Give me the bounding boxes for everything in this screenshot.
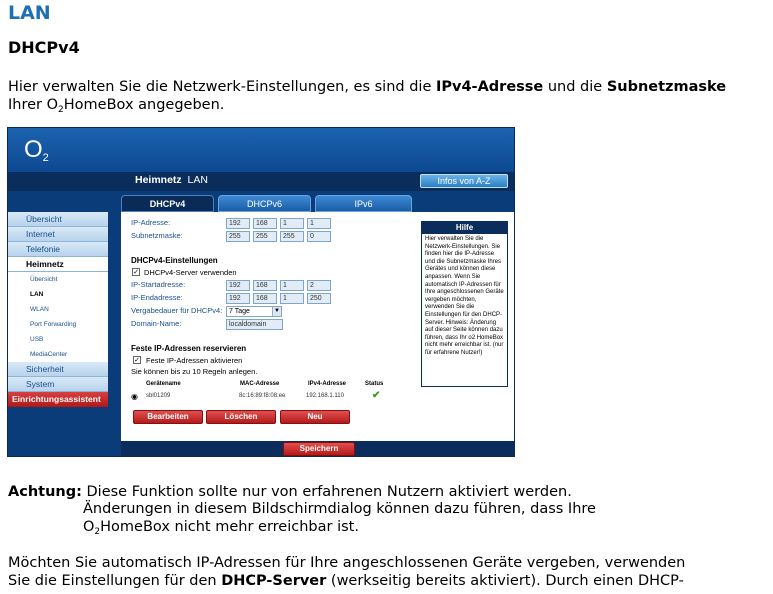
o2-logo: O2	[24, 136, 49, 164]
help-title: Hilfe	[422, 222, 507, 234]
row-name: sbl01209	[146, 393, 171, 399]
sidebar-sub-mediacenter[interactable]: MediaCenter	[8, 347, 108, 362]
mask-octet-2[interactable]: 255	[253, 231, 277, 242]
mask-label: Subnetzmaske:	[131, 231, 183, 240]
col-mac: MAC-Adresse	[240, 381, 280, 387]
fixed-enable-checkbox[interactable]: ✓	[134, 356, 140, 364]
intro-line-1: Hier verwalten Sie die Netzwerk-Einstellungen, es sind die IPv4-Adresse und die Subnetzmaske	[8, 79, 727, 95]
start-label: IP-Startadresse:	[131, 280, 186, 289]
col-ipv4: IPv4-Adresse	[308, 381, 347, 387]
warning-line-3: $O_2HomeBox$ nicht mehr erreichbar ist.	[83, 519, 359, 537]
lease-select[interactable]: 7 Tage ▼	[226, 306, 282, 317]
status-check-icon: ✔	[372, 390, 381, 401]
sidebar-sub-wlan[interactable]: WLAN	[8, 302, 108, 317]
dhcp-enable-checkbox[interactable]: ✓	[133, 268, 139, 276]
router-header	[8, 128, 515, 172]
delete-button[interactable]: Löschen	[206, 410, 276, 424]
sidebar-sub-uebersicht[interactable]: Übersicht	[8, 272, 108, 287]
section-title: DHCPv4	[8, 38, 80, 57]
ip-octet-1[interactable]: 192	[226, 218, 250, 229]
sidebar-item-sicherheit[interactable]: Sicherheit	[8, 362, 108, 377]
sidebar-item-heimnetz[interactable]: Heimnetz	[8, 257, 108, 272]
sidebar-item-assistant[interactable]: Einrichtungsassistent	[8, 392, 108, 407]
end-label: IP-Endadresse:	[131, 293, 183, 302]
start-octet-2[interactable]: 168	[253, 280, 277, 291]
dhcp-heading: DHCPv4-Einstellungen	[131, 256, 218, 265]
sidebar-sub-usb[interactable]: USB	[8, 332, 108, 347]
sidebar-sub-port-forwarding[interactable]: Port Forwarding	[8, 317, 108, 332]
lease-label: Vergabedauer für DHCPv4:	[131, 306, 223, 315]
mask-octet-4[interactable]: 0	[307, 231, 331, 242]
dhcp-enable-label: DHCPv4-Server verwenden	[144, 268, 237, 277]
router-breadcrumb: Heimnetz LAN	[135, 174, 208, 186]
row-radio[interactable]: ◉	[131, 392, 138, 401]
page-title: LAN	[8, 2, 51, 24]
sidebar-item-uebersicht[interactable]: Übersicht	[8, 212, 108, 227]
row-mac: 8c:16:89:f8:08:ee	[239, 393, 286, 399]
edit-button[interactable]: Bearbeiten	[133, 410, 203, 424]
end-octet-2[interactable]: 168	[253, 293, 277, 304]
sidebar-item-internet[interactable]: Internet	[8, 227, 108, 242]
tab-dhcpv6[interactable]: DHCPv6	[218, 195, 311, 212]
warning-line-1: Achtung: Diese Funktion sollte nur von erfahrenen Nutzern aktiviert werden.	[8, 484, 572, 500]
col-status: Status	[365, 381, 384, 387]
fixed-note: Sie können bis zu 10 Regeln anlegen.	[131, 367, 258, 376]
intro-line-2: Ihrer $O_2HomeBox$ angegeben.	[8, 97, 225, 115]
ip-octet-3[interactable]: 1	[280, 218, 304, 229]
end-octet-1[interactable]: 192	[226, 293, 250, 304]
ip-octet-4[interactable]: 1	[307, 218, 331, 229]
router-sidebar	[8, 212, 108, 407]
sidebar-item-telefonie[interactable]: Telefonie	[8, 242, 108, 257]
start-octet-4[interactable]: 2	[307, 280, 331, 291]
fixed-enable-label: Feste IP-Adressen aktivieren	[146, 356, 243, 365]
help-box	[421, 221, 508, 387]
help-body: Hier verwalten Sie die Netzwerk-Einstellungen. Sie finden hier die IP-Adresse und die Subnetzmaske Ihres Gerätes und können diese anpassen. Wenn Sie automatisch IP-Adressen für Ihre angeschlossenen Geräte vergeben möchten, verwenden Sie die Einstellungen für den DHCP-Server. Hinweis: Änderung auf dieser Seite können dazu führen, dass Ihr o2 HomeBox nicht mehr erreichbar ist. (nur für erfahrene Nutzer!)	[425, 236, 504, 356]
outro-line-1: Möchten Sie automatisch IP-Adressen für Ihre angeschlossenen Geräte vergeben, verwenden	[8, 555, 686, 571]
start-octet-1[interactable]: 192	[226, 280, 250, 291]
start-octet-3[interactable]: 1	[280, 280, 304, 291]
mask-octet-3[interactable]: 255	[280, 231, 304, 242]
router-screenshot	[7, 127, 515, 457]
ip-octet-2[interactable]: 168	[253, 218, 277, 229]
info-a-z-button[interactable]: Infos von A-Z	[420, 174, 508, 188]
mask-octet-1[interactable]: 255	[226, 231, 250, 242]
col-geraetename: Gerätename	[146, 381, 181, 387]
sidebar-sub-lan[interactable]: LAN	[8, 287, 108, 302]
domain-input[interactable]: localdomain	[226, 319, 283, 330]
save-button[interactable]: Speichern	[283, 442, 355, 456]
row-ip: 192.168.1.110	[306, 393, 344, 399]
outro-line-2: Sie die Einstellungen für den DHCP-Server (werkseitig bereits aktiviert). Durch einen DHCP-	[8, 573, 684, 589]
ip-label: IP-Adresse:	[131, 218, 171, 227]
warning-line-2: Änderungen in diesem Bildschirmdialog können dazu führen, dass Ihre	[83, 501, 596, 517]
new-button[interactable]: Neu	[280, 410, 350, 424]
fixed-heading: Feste IP-Adressen reservieren	[131, 344, 247, 353]
domain-label: Domain-Name:	[131, 319, 182, 328]
sidebar-item-system[interactable]: System	[8, 377, 108, 392]
chevron-down-icon: ▼	[272, 307, 281, 316]
end-octet-4[interactable]: 250	[307, 293, 331, 304]
tab-ipv6[interactable]: IPv6	[315, 195, 412, 212]
tab-dhcpv4[interactable]: DHCPv4	[121, 195, 214, 212]
end-octet-3[interactable]: 1	[280, 293, 304, 304]
